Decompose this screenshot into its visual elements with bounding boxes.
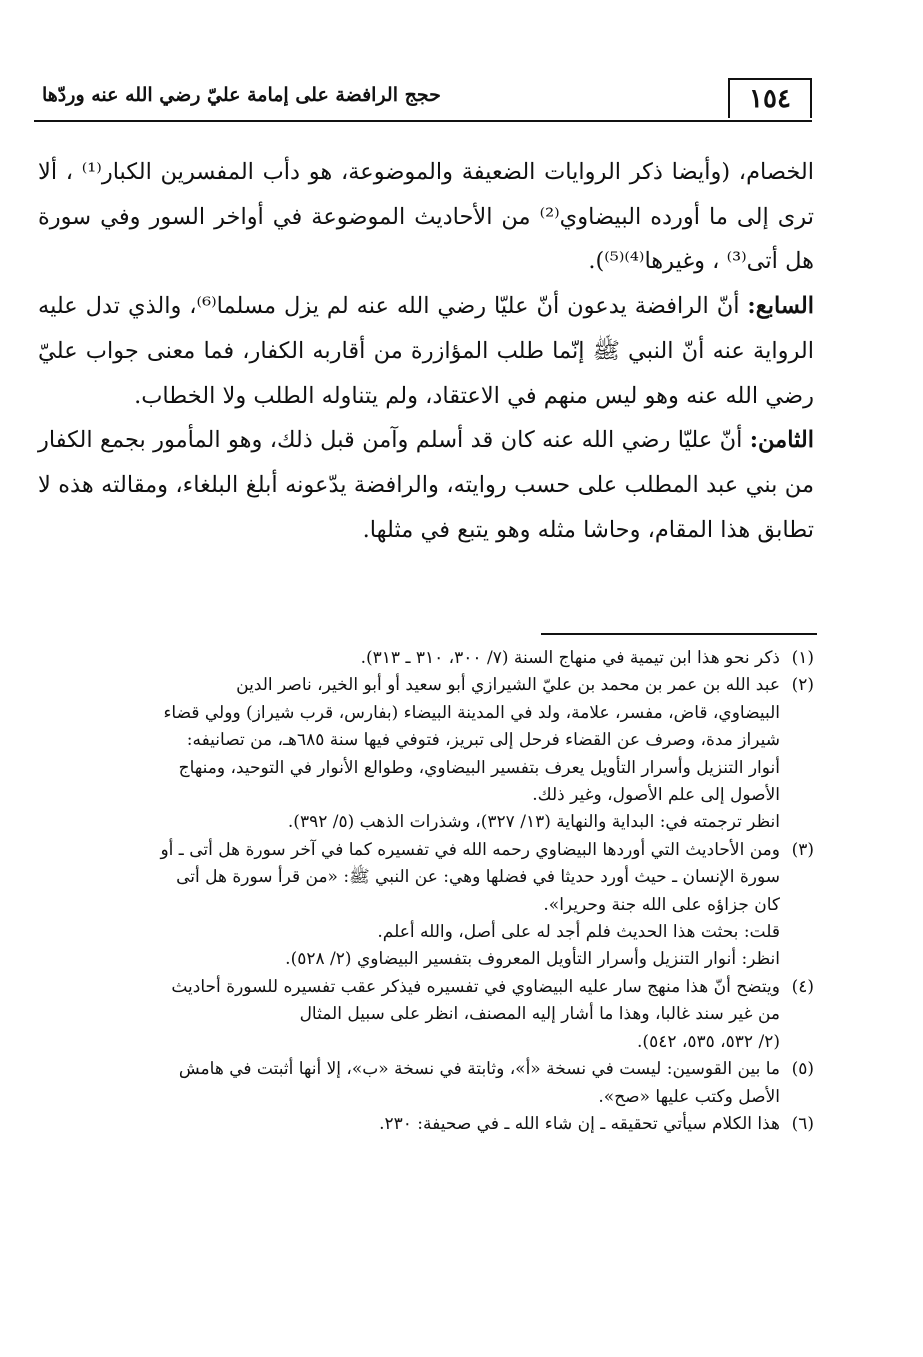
footnote-line: ويتضح أنّ هذا منهج سار عليه البيضاوي في تفسيره فيذكر عقب تفسيره للسورة أحاديث [171,976,780,997]
footnote-1 [38,645,814,672]
footnote-3-comment: قلت: بحثت هذا الحديث فلم أجد له على أصل، والله أعلم. [377,922,780,943]
footnote-separator [541,633,817,635]
footnote-line: كان جزاؤه على الله جنة وحريرا». [543,894,780,915]
paragraph-3-text: أنّ عليّا رضي الله عنه كان قد أسلم وآمن قبل ذلك، وهو المأمور بجمع الكفار من بني عبد المطلب على حسب روايته، والرافضة يدّعونه أبلغ البلغاء، ومقالته هذه لا تطابق هذا المقام، وحاشا مثله وهو يتبع في مثلها. [38,427,814,543]
footnote-number: (١) [791,648,814,668]
footnote-line: البيضاوي، قاض، مفسر، علامة، ولد في المدينة البيضاء (بفارس، قرب شيراز) وولي قضاء [163,702,780,723]
footnote-line: أنوار التنزيل وأسرار التأويل يعرف بتفسير البيضاوي، وطوالع الأنوار في التوحيد، ومنهاج [178,757,780,778]
footnote-number: (٤) [791,976,814,997]
footnote-line: سورة الإنسان ـ حيث أورد حديثا في فضلها وهي: عن النبي ﷺ: «من قرأ سورة هل أتى [176,867,780,888]
footnote-6 [38,1111,814,1138]
paragraph-2-heading: السابع: [747,293,814,320]
footnote-line: (٢/ ٥٣٢، ٥٣٥، ٥٤٢). [637,1031,780,1052]
main-text [38,150,814,552]
footnote-line: ذكر نحو هذا ابن تيمية في منهاج السنة (٧/ ٣٠٠، ٣١٠ ـ ٣١٣). [360,648,780,668]
paragraph-1: الخصام، (وأيضا ذكر الروايات الضعيفة والموضوعة، هو دأب المفسرين الكبار⁽¹⁾ ، ألا ترى إلى ما أورده البيضاوي⁽²⁾ من الأحاديث الموضوعة في أواخر السور وفي سورة هل أتى⁽³⁾ ، وغيرها⁽⁴⁾⁽⁵⁾). [38,159,814,275]
footnote-3-reference: انظر: أنوار التنزيل وأسرار التأويل المعروف بتفسير البيضاوي (٢/ ٥٢٨). [285,949,780,970]
footnote-4 [38,974,814,1056]
paragraph-2 [38,284,814,418]
page-number: ١٥٤ [728,78,812,118]
footnote-number: (٣) [791,839,814,860]
paragraph-3-heading: الثامن: [749,427,814,454]
footnote-number: (٢) [791,675,814,696]
footnote-3 [38,837,814,919]
paragraph-3 [38,418,814,552]
footnote-number: (٦) [791,1113,814,1134]
footnote-number: (٥) [791,1059,814,1080]
page-header [34,78,812,122]
footnotes [38,645,814,1138]
footnote-line: الأصل وكتب عليها «صح». [598,1086,780,1107]
footnote-line: شيراز مدة، وصرف عن القضاء فرحل إلى تبريز، فتوفي فيها سنة ٦٨٥هـ، من تصانيفه: [186,730,780,751]
running-title: حجج الرافضة على إمامة عليّ رضي الله عنه وردّها [42,84,441,106]
paragraph-2-text: أنّ الرافضة يدعون أنّ عليّا رضي الله عنه لم يزل مسلما⁽⁶⁾، والذي تدل عليه الرواية عنه أنّ النبي ﷺ إنّما طلب المؤازرة من أقاربه الكفار، فما معنى جواب عليّ رضي الله عنه وهو ليس منهم في الاعتقاد، ولم يتناوله الطلب ولا الخطاب. [38,293,814,409]
footnote-line: عبد الله بن عمر بن محمد بن عليّ الشيرازي أبو سعيد أو أبو الخير، ناصر الدين [236,675,780,696]
footnote-line: هذا الكلام سيأتي تحقيقه ـ إن شاء الله ـ في صحيفة: ٢٣٠. [379,1113,780,1134]
footnote-2 [38,672,814,809]
footnote-line: ما بين القوسين: ليست في نسخة «أ»، وثابتة في نسخة «ب»، إلا أنها أثبتت في هامش [178,1059,780,1080]
footnote-line: ومن الأحاديث التي أوردها البيضاوي رحمه الله في تفسيره كما في آخر سورة هل أتى ـ أو [160,839,780,860]
footnote-line: الأصول إلى علم الأصول، وغير ذلك. [532,785,780,806]
footnote-5 [38,1056,814,1111]
footnote-2-reference: انظر ترجمته في: البداية والنهاية (١٣/ ٣٢٧)، وشذرات الذهب (٥/ ٣٩٢). [287,812,780,833]
footnote-line: من غير سند غالبا، وهذا ما أشار إليه المصنف، انظر على سبيل المثال [299,1004,780,1025]
